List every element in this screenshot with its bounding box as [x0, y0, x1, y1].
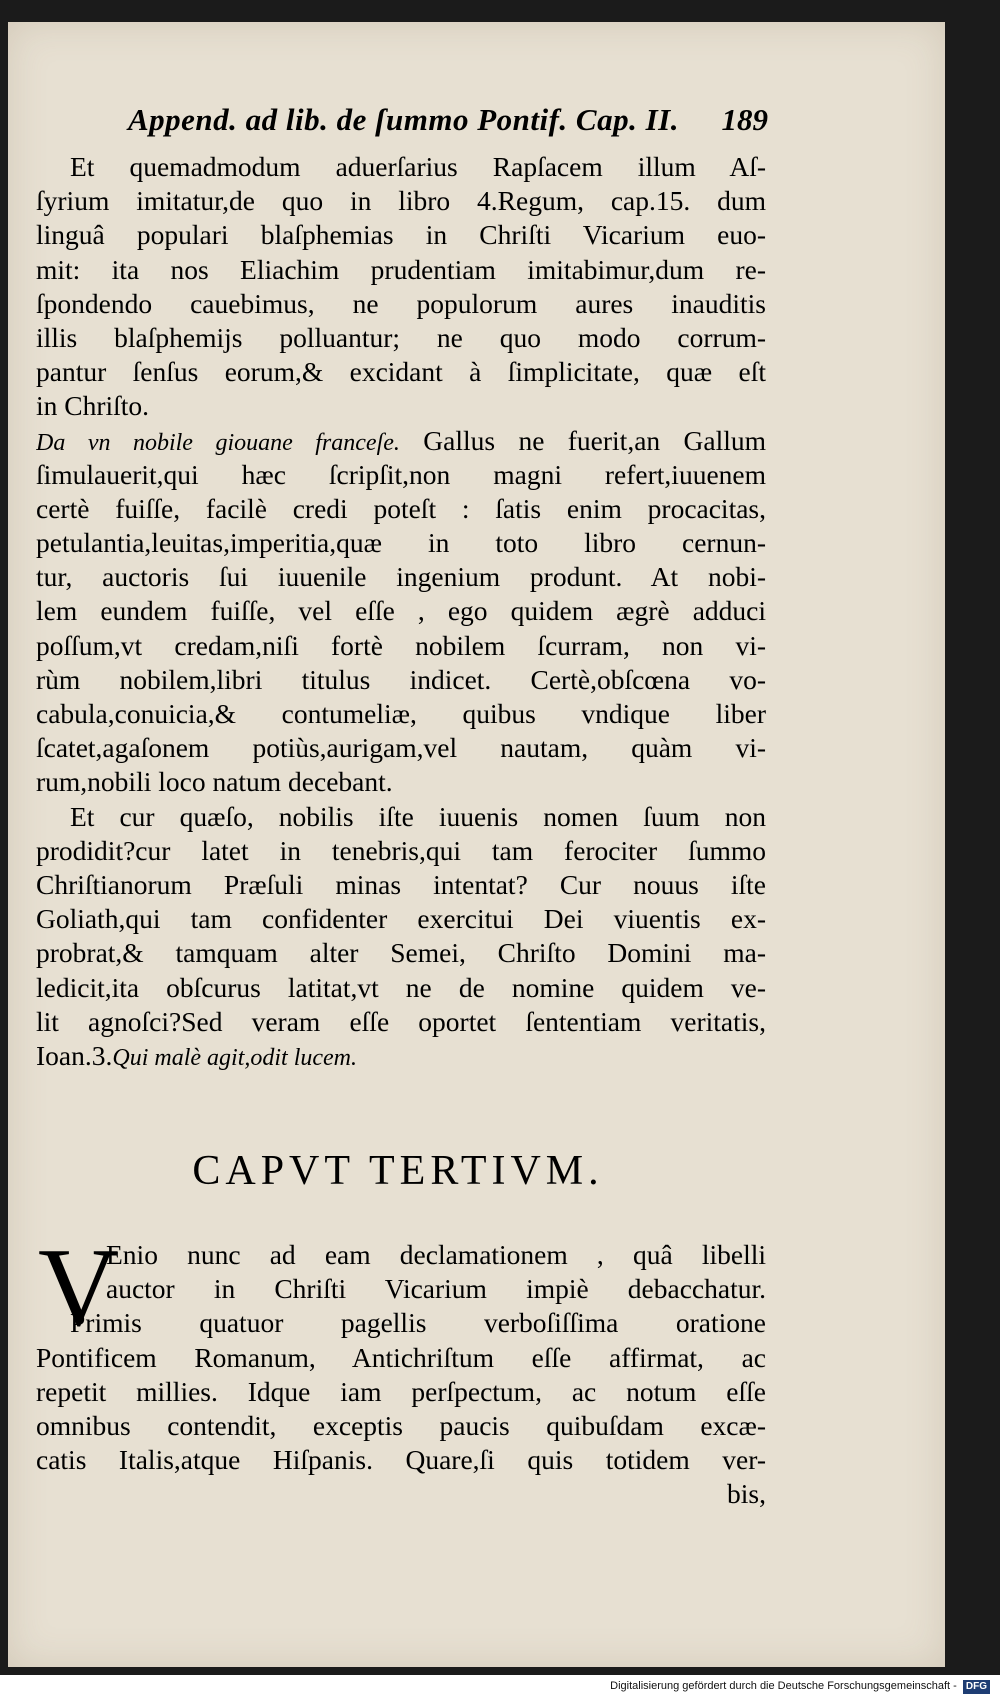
text-line: auctor in Chriſti Vicarium impiè debacchatur. [106, 1273, 766, 1305]
text-line: tur, auctoris ſui iuuenile ingenium produnt. At nobi- [36, 561, 766, 593]
paragraph-2 [36, 424, 766, 800]
chapter-title: CAPVT TERTIVM. [192, 1148, 604, 1194]
page-header [108, 84, 768, 144]
digitization-footer [0, 1675, 1000, 1697]
text-line: rùm nobilem,libri titulus indicet. Certè,obſcœna vo- [36, 663, 766, 695]
text-line: ſyrium imitatur,de quo in libro 4.Regum, cap.15. dum [36, 185, 766, 217]
text-line: lit agnoſci?Sed veram eſſe oportet ſententiam veritatis, [36, 1005, 766, 1037]
text-line: Et cur quæſo, nobilis iſte iuuenis nomen ſuum non [70, 800, 766, 832]
text-span: Gallus ne fuerit,an Gallum [423, 424, 766, 456]
text-line: catis Italis,atque Hiſpanis. Quare,ſi quis totidem ver- [36, 1444, 766, 1476]
margin-note: Da vn nobile giouane franceſe. [36, 429, 400, 456]
text-line: Enio nunc ad eam declamationem , quâ libelli [106, 1239, 766, 1270]
citation: Ioan.3. [36, 1039, 113, 1071]
page-number: 189 [721, 102, 768, 137]
text-line: Primis quatuor pagellis verboſiſſima oratione [70, 1307, 766, 1339]
text-line: pantur ſenſus eorum,& excidant à ſimplicitate, quæ eſt [36, 356, 766, 388]
text-line: certè fuiſſe, facilè credi poteſt : ſatis enim procacitas, [36, 492, 766, 524]
dfg-logo: DFG [963, 1680, 990, 1694]
text-line [36, 424, 766, 458]
paragraph-3 [36, 800, 766, 1074]
text-line: cabula,conuicia,& contumeliæ, quibus vndique liber [36, 698, 766, 729]
text-line: ledicit,ita obſcurus latitat,vt ne de nomine quidem ve- [36, 971, 766, 1003]
paragraph-1 [36, 150, 766, 424]
text-line: Chriſtianorum Præſuli minas intentat? Cur nouus iſte [36, 868, 766, 900]
text-line: omnibus contendit, exceptis paucis quibuſdam excæ- [36, 1409, 766, 1441]
book-page [8, 22, 945, 1667]
text-line: prodidit?cur latet in tenebris,qui tam ferociter ſummo [36, 834, 766, 866]
running-title: Append. ad lib. de ſummo Pontif. Cap. II. [128, 102, 679, 137]
body-text [36, 150, 766, 1073]
text-line [36, 1039, 766, 1073]
text-line: in Chriſto. [36, 390, 150, 422]
text-line: lem eundem fuiſſe, vel eſſe , ego quidem ægrè adduci [36, 595, 766, 627]
text-line: Goliath,qui tam confidenter exercitui Dei viuentis ex- [36, 903, 766, 935]
paragraph-4 [36, 1226, 766, 1512]
text-line: Pontificem Romanum, Antichriſtum eſſe affirmat, ac [36, 1341, 766, 1373]
text-line: illis blaſphemijs polluantur; ne quo modo corrum- [36, 321, 766, 353]
text-line: ſcatet,agaſonem potiùs,aurigam,vel nautam, quàm vi- [36, 732, 766, 764]
text-line: poſſum,vt credam,niſi fortè nobilem ſcurram, non vi- [36, 629, 766, 661]
text-line: mit: ita nos Eliachim prudentiam imitabimur,dum re- [36, 253, 766, 285]
catchword: bis, [727, 1478, 766, 1510]
text-line: ſimulauerit,qui hæc ſcripſit,non magni refert,iuuenem [36, 458, 766, 490]
text-line: probrat,& tamquam alter Semei, Chriſto Domini ma- [36, 937, 766, 969]
text-line: Et quemadmodum aduerſarius Rapſacem illum Aſ- [70, 151, 766, 182]
text-line: repetit millies. Idque iam perſpectum, ac notum eſſe [36, 1375, 766, 1407]
text-line: petulantia,leuitas,imperitia,quæ in toto libro cernun- [36, 527, 766, 559]
text-line: ſpondendo cauebimus, ne populorum aures inauditis [36, 287, 766, 319]
text-line: linguâ populari blaſphemias in Chriſti Vicarium euo- [36, 219, 766, 251]
drop-cap: V [38, 1226, 119, 1350]
text-line: rum,nobili loco natum decebant. [36, 766, 393, 798]
footer-credit: Digitalisierung gefördert durch die Deutsche Forschungsgemeinschaft - [610, 1680, 957, 1692]
quotation: Qui malè agit,odit lucem. [112, 1044, 358, 1071]
